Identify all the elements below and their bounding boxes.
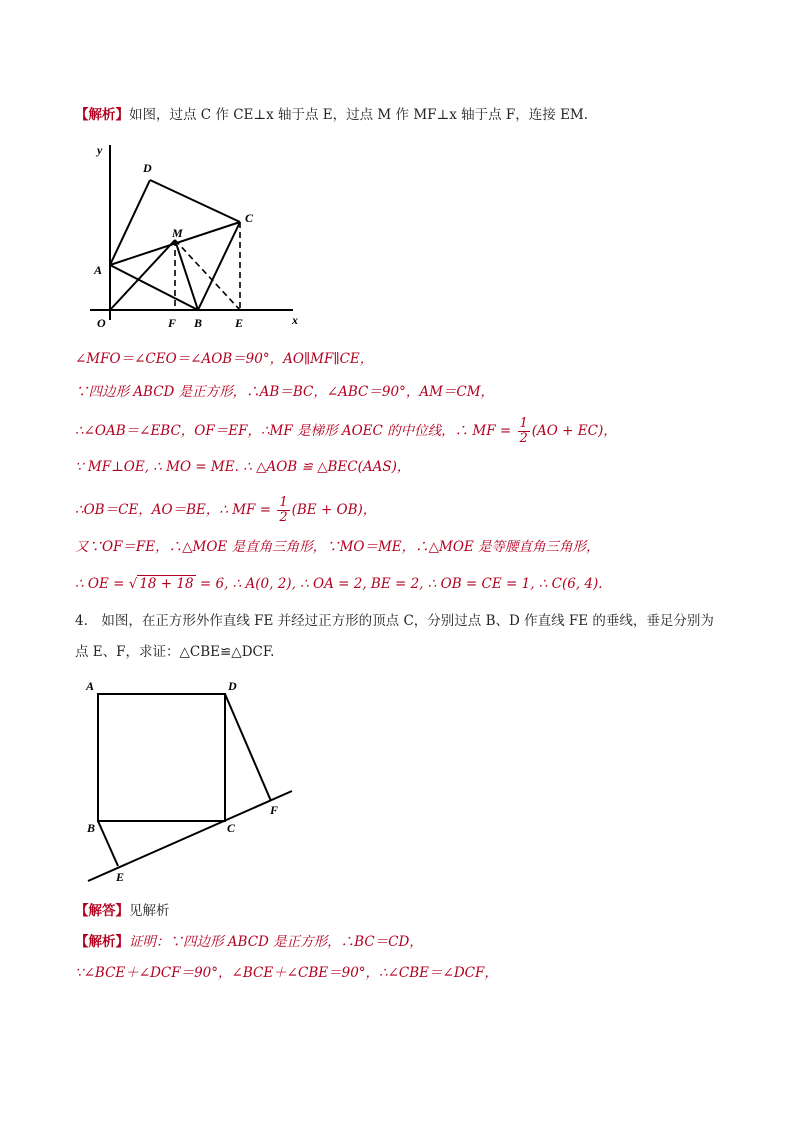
- solution-tag: 【解析】: [75, 934, 129, 950]
- sqrt-sign: √: [128, 576, 138, 592]
- step-4: ∵ MF⊥OE, ∴ MO = ME. ∴ △AOB ≌ △BEC(AAS)，: [75, 459, 411, 475]
- label-D: D: [228, 679, 237, 693]
- step-3-post: (AO + EC)，: [531, 423, 617, 439]
- label-A: A: [94, 263, 103, 277]
- label-y: y: [97, 143, 103, 157]
- label-O: O: [97, 316, 106, 330]
- label-C: C: [245, 211, 254, 225]
- label-D: D: [143, 161, 152, 175]
- step-7-radicand: 18 + 18: [139, 576, 194, 592]
- figure-coordinate-square: [88, 140, 318, 335]
- figure-square-line: [80, 676, 310, 886]
- step-1: ∠MFO＝∠CEO＝∠AOB＝90°，AO∥MF∥CE，: [75, 351, 374, 367]
- solution-line-1: [75, 933, 423, 951]
- label-C: C: [227, 821, 236, 835]
- square-ABCD: [98, 694, 225, 821]
- step-5-denominator: 2: [279, 510, 288, 525]
- label-F: F: [270, 803, 279, 817]
- step-5: [75, 494, 376, 526]
- label-M: M: [172, 226, 183, 240]
- label-E: E: [235, 316, 244, 330]
- step-5-pre: ∴OB＝CE，AO＝BE，∴ MF =: [75, 502, 272, 518]
- label-F: F: [168, 316, 177, 330]
- answer-tag: 【解答】: [75, 903, 129, 919]
- step-3-numerator: 1: [519, 416, 528, 431]
- segment-BE: [98, 821, 118, 866]
- label-B: B: [87, 821, 96, 835]
- segment-DC: [150, 180, 240, 222]
- answer-line: [75, 902, 170, 920]
- step-3-fraction: [518, 417, 530, 446]
- step-7-post: = 6, ∴ A(0, 2), ∴ OA = 2, BE = 2, ∴ OB = CE = 1, ∴ C(6, 4).: [199, 576, 603, 592]
- segment-AD: [110, 180, 150, 265]
- step-5-post: (BE + OB)，: [291, 502, 377, 518]
- problem-4-line-1: 4. 如图，在正方形外作直线 FE 并经过正方形的顶点 C，分别过点 B、D 作直线 FE 的垂线，垂足分别为: [75, 613, 714, 629]
- step-5-fraction: [277, 496, 289, 525]
- label-B: B: [194, 316, 203, 330]
- segment-OM: [110, 240, 175, 310]
- step-5-numerator: 1: [279, 495, 288, 510]
- step-3: [75, 415, 617, 447]
- step-3-pre: ∴∠OAB＝∠EBC，OF＝EF，∴MF 是梯形 AOEC 的中位线，∴ MF =: [75, 423, 512, 439]
- line-FE: [88, 791, 292, 881]
- answer-text: 见解析: [129, 903, 170, 919]
- segment-DF: [225, 694, 271, 801]
- step-3-denominator: 2: [519, 431, 528, 446]
- analysis-intro-text: 如图，过点 C 作 CE⊥x 轴于点 E，过点 M 作 MF⊥x 轴于点 F，连接 EM.: [129, 107, 589, 123]
- label-A: A: [86, 679, 95, 693]
- label-E: E: [116, 870, 125, 884]
- analysis-intro-line: [75, 106, 588, 124]
- solution-line-2: ∵∠BCE＋∠DCF＝90°，∠BCE＋∠CBE＝90°，∴∠CBE＝∠DCF，: [75, 965, 498, 981]
- problem-4-line-2: 点 E、F，求证：△CBE≌△DCF.: [75, 644, 275, 660]
- segment-ME-dashed: [175, 240, 240, 310]
- step-7-pre: ∴ OE =: [75, 576, 125, 592]
- segment-CB: [198, 222, 240, 310]
- solution-text-1: 证明：∵四边形 ABCD 是正方形，∴BC＝CD，: [129, 934, 423, 950]
- step-6: 又∵OF＝FE，∴△MOE 是直角三角形，∵MO＝ME，∴△MOE 是等腰直角三角形，: [75, 539, 600, 555]
- analysis-tag: 【解析】: [75, 107, 129, 123]
- label-x: x: [292, 313, 298, 327]
- step-2: ∵四边形 ABCD 是正方形，∴AB＝BC，∠ABC＝90°，AM＝CM，: [75, 384, 495, 400]
- step-7: [75, 573, 603, 595]
